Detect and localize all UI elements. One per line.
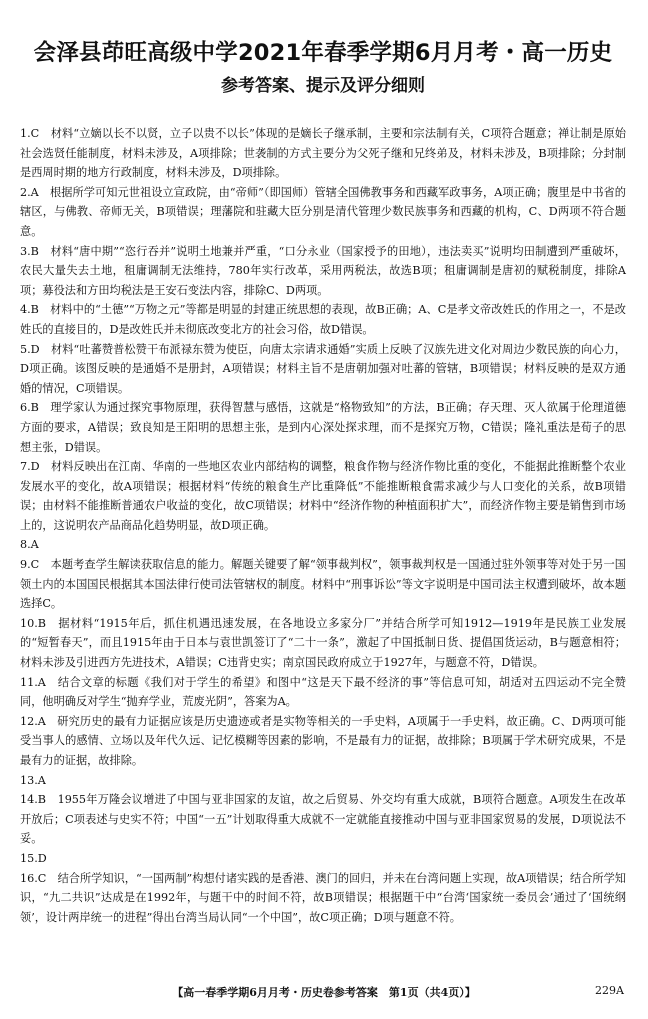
paper-code: 229A <box>595 984 624 997</box>
answer-item-6: 6.B 理学家认为通过探究事物原理，获得智慧与感悟，这就是“格物致知”的方法，B正确；存天理、灭人欲属于伦理道德方面的要求，A错误；致良知是王阳明的思想主张，是到内心深处探求理，而不是探究万物，C错误；隆礼重法是荀子的思想主张，D错误。 <box>20 401 626 454</box>
answer-item-10: 10.B 据材料“1915年后，抓住机遇迅速发展，在各地设立多家分厂”并结合所学可知1912—1919年是民族工业发展的“短暂春天”，而且1915年由于日本与袁世凯签订了“二十一条”，激起了中国抵制日货、提倡国货运动，B与题意相符；材料未涉及引进西方先进技术，A错误；C违背史实；南京国民政府成立于1927年，与题意不符，D错误。 <box>20 616 626 670</box>
answer-item-13: 13.A <box>20 773 46 787</box>
page-title: 会泽县茚旺高级中学2021年春季学期6月月考・高一历史 <box>33 40 613 66</box>
footer-label: 【高一春季学期6月月考・历史卷参考答案 第1页（共4页）】 <box>172 986 476 999</box>
answer-item-2: 2.A 根据所学可知元世祖设立宣政院，由“帝师”（即国师）管辖全国佛教事务和西藏军政事务，A项正确；腹里是中书省的辖区，与佛教、帝师无关，B项错误；理藩院和驻藏大臣分别是清代管理少数民族事务和西藏的机构，C、D两项不符合题意。 <box>20 185 626 238</box>
page-footer <box>0 984 648 1000</box>
answer-list <box>20 124 626 927</box>
answer-item-4: 4.B 材料中的“土德”“万物之元”等都是明显的封建正统思想的表现，故B正确；A、C是孝文帝改姓氏的作用之一，不是改姓氏的直接目的，D是改姓氏并未彻底改变北方的社会习俗，故D错误。 <box>20 303 626 336</box>
answer-item-11: 11.A 结合文章的标题《我们对于学生的希望》和图中“这是天下最不经济的事”等信息可知，胡适对五四运动不完全赞同，他明确反对学生“抛弃学业，荒废光阴”，答案为A。 <box>20 675 626 709</box>
answer-item-16: 16.C 结合所学知识，“一国两制”构想付诸实践的是香港、澳门的回归，并未在台湾问题上实现，故A项错误；结合所学知识，“九二共识”达成是在1992年，与题干中的时间不符，故B项错误；根据题干中“台湾‘国家统一委员会’通过了‘国统纲领’，设计两岸统一的进程”得出台湾当局认同“一个中国”，故C项正确；D项与题意不符。 <box>20 871 626 924</box>
answer-item-15: 15.D <box>20 851 47 865</box>
answer-item-12: 12.A 研究历史的最有力证据应该是历史遗迹或者是实物等相关的一手史料，A项属于一手史料，故正确。C、D两项可能受当事人的感情、立场以及年代久远、记忆模糊等因素的影响，不是最有力的证据，故排除；B项属于学术研究成果，不是最有力的证据，故排除。 <box>20 714 626 767</box>
page-subtitle: 参考答案、提示及评分细则 <box>221 76 425 96</box>
answer-item-9: 9.C 本题考查学生解读获取信息的能力。解题关键要了解“领事裁判权”，领事裁判权是一国通过驻外领事等对处于另一国领土内的本国国民根据其本国法律行使司法管辖权的制度。材料中“刑事诉讼”等文字说明是中国司法主权遭到破坏，故本题选择C。 <box>20 558 626 611</box>
answer-item-8: 8.A <box>20 538 39 552</box>
answer-item-7: 7.D 材料反映出在江南、华南的一些地区农业内部结构的调整，粮食作物与经济作物比重的变化，不能据此推断整个农业发展水平的变化，故A项错误；根据材料“传统的粮食生产比重降低”不能推断粮食需求减少与人口变化的关系，故B项错误；由材料不能推断普通农户收益的变化，故C项错误；材料中“经济作物的种植面积扩大”，而经济作物主要是销售到市场上的，这说明农产品商品化趋势明显，故D项正确。 <box>20 460 626 532</box>
answer-item-5: 5.D 材料“吐蕃赞普松赞干布派禄东赞为使臣，向唐太宗请求通婚”实质上反映了汉族先进文化对周边少数民族的向心力，D项正确。该图反映的是通婚不是册封，A项错误；材料主旨不是唐朝加强对吐蕃的管辖，B项错误；材料反映的是双方通婚的情况，C项错误。 <box>20 342 626 395</box>
answer-item-14: 14.B 1955年万隆会议增进了中国与亚非国家的友谊，故之后贸易、外交均有重大成就，B项符合题意。A项发生在改革开放后；C项表述与史实不符；中国“一五”计划取得重大成就不一定就能直接推动中国与亚非国家贸易的发展，D项说法不妥。 <box>20 793 626 846</box>
answer-item-3: 3.B 材料“唐中期”“恣行吞并”说明土地兼并严重，“口分永业（国家授予的田地），违法卖买”说明均田制遭到严重破坏，农民大量失去土地，租庸调制无法维持，780年实行改革，采用两税法，故选B项；租庸调制是唐初的赋税制度，排除A项；募役法和方田均税法是王安石变法内容，排除C、D两项。 <box>20 244 626 297</box>
answer-item-1: 1.C 材料“立嫡以长不以贤，立子以贵不以长”体现的是嫡长子继承制，主要和宗法制有关，C项符合题意；禅让制是原始社会选贤任能制度，材料未涉及，A项排除；世袭制的方式主要分为父死子继和兄终弟及，材料未涉及，B项排除；分封制是西周时期的地方行政制度，材料未涉及，D项排除。 <box>20 127 626 180</box>
